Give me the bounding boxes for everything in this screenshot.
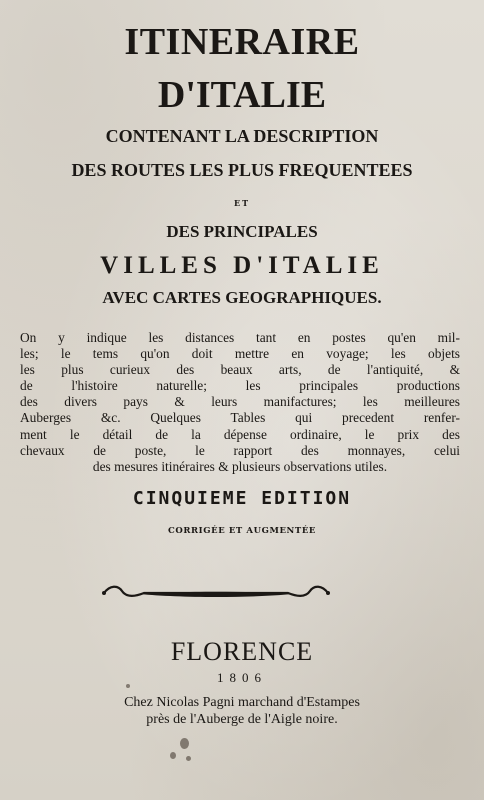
description-line: chevaux de poste, le rapport des monnayes, celui (20, 442, 460, 458)
subtitle-line-2: DES ROUTES LES PLUS FREQUENTEES (71, 160, 413, 180)
subtitle-line-1: CONTENANT LA DESCRIPTION (105, 126, 379, 146)
description-line: ment le détail de la dépense ordinaire, le prix des (20, 426, 460, 442)
ink-blot (126, 684, 130, 688)
imprint-year: 1806 (217, 670, 267, 685)
edition-statement: CINQUIEME EDITION (132, 488, 352, 509)
subtitle-line-5: AVEC CARTES GEOGRAPHIQUES. (102, 288, 382, 307)
conjunction-et: ET (233, 198, 251, 208)
subtitle-line-4: VILLES D'ITALIE (100, 252, 384, 279)
imprint-publisher-line-1: Chez Nicolas Pagni marchand d'Estampes (124, 695, 360, 710)
description-line: de l'histoire naturelle; les principales productions (20, 378, 460, 394)
description-line: des divers pays & leurs manifactures; les meilleures (20, 394, 460, 410)
book-title-line-2: D'ITALIE (157, 74, 327, 116)
description-line: Auberges &c. Quelques Tables qui precedent renfer- (20, 410, 460, 426)
subtitle-line-3: DES PRINCIPALES (166, 222, 318, 241)
book-title-line-1: ITINERAIRE (124, 21, 360, 63)
description-line: On y indique les distances tant en postes qu'en mil- (20, 330, 460, 345)
imprint-publisher-line-2: près de l'Auberge de l'Aigle noire. (146, 712, 338, 727)
description-paragraph (20, 330, 460, 475)
ink-blot (186, 756, 191, 761)
ink-blot (170, 752, 176, 759)
ink-blot (180, 738, 189, 749)
description-line: les plus curieux des beaux arts, de l'antiquité, & (20, 362, 460, 378)
description-line: les; le tems qu'on doit mettre en voyage; les objets (20, 346, 460, 362)
ornamental-rule (100, 573, 332, 603)
imprint-place: FLORENCE (170, 637, 314, 666)
edition-note: CORRIGÉE ET AUGMENTÉE (167, 526, 317, 536)
description-line: des mesures itinéraires & plusieurs observations utiles. (92, 458, 388, 474)
